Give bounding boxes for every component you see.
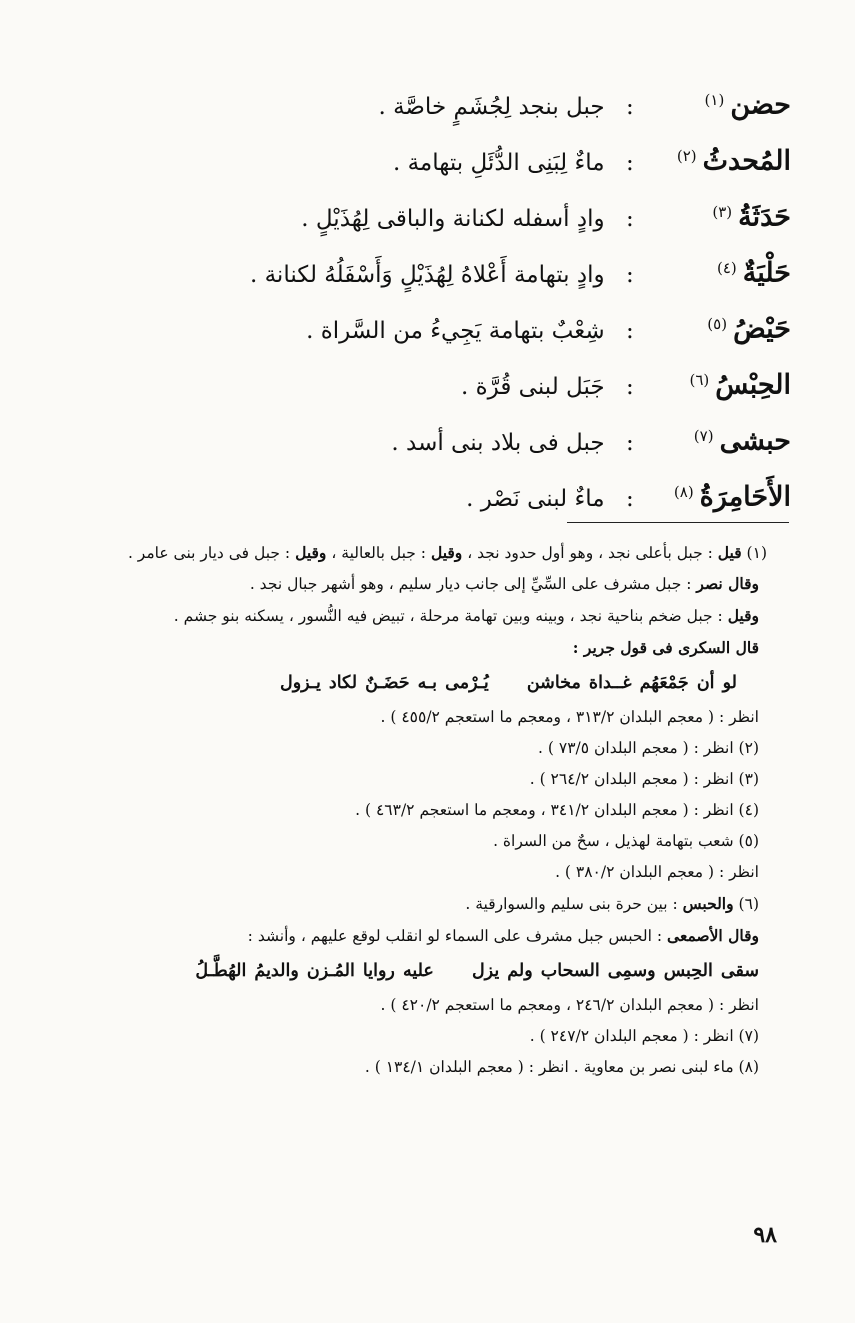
footnote-8: (٨) ماء لبنى نصر بن معاوية . انظر : ( معجم البلدان ١٣٤/١ ) . [364, 1058, 759, 1076]
verse [69, 664, 759, 702]
entry-colon: : [625, 205, 634, 232]
entry-row [91, 464, 791, 520]
entry-row [91, 408, 791, 464]
footnote-line: وقيل : جبل ضخم بناحية نجد ، وبينه وبين تهامة مرحلة ، تبيض فيه النُّسور ، يسكنه بنو جشم . [173, 606, 759, 625]
entry-row [91, 184, 791, 240]
page-number: ٩٨ [753, 1222, 777, 1248]
entry-colon: : [625, 149, 634, 176]
entry-headword: حَدَثَةُ [738, 201, 791, 233]
verse-hemistich: عليه روايا المُـزن والديمُ الهُطَّـلُ [195, 961, 434, 981]
footnote-1: (١) قيل : جبل بأعلى نجد ، وهو أول حدود نجد ، وقيل : جبل بالعالية ، وقيل : جبل فى ديار بنى عامر . [127, 543, 767, 562]
footnote-ref: (٢) [676, 147, 697, 165]
verse-hemistich: سقى الحِبس وسمِى السحاب ولم يزل [471, 961, 759, 981]
footnotes [69, 538, 767, 1083]
entry-text: جبل بنجد لِجُشَمٍ خاصَّة . [378, 93, 605, 120]
entries-list [91, 72, 791, 520]
entry-headword: حَيْضُ [733, 313, 791, 345]
entry-colon: : [625, 373, 634, 400]
entry-headword: حضن [730, 89, 791, 121]
entry-headword: الأَحَامِرَةُ [699, 481, 791, 513]
footnote-ref: (١) [704, 91, 725, 109]
entry-text: جبل فى بلاد بنى أسد . [391, 429, 605, 456]
entry-text: ماءٌ لبنى نَصْر . [466, 485, 605, 512]
entry-text: شِعْبٌ بتهامة يَجِيءُ من السَّراة . [306, 317, 605, 344]
footnote-separator [567, 522, 789, 523]
footnote-2: (٢) انظر : ( معجم البلدان ٧٣/٥ ) . [538, 739, 759, 757]
footnote-ref: (٤) [716, 259, 737, 277]
entry-headword: المُحدثُ [702, 145, 791, 177]
entry-text: وادٍ أسفله لكنانة والباقى لِهُذَيْلٍ . [301, 205, 605, 232]
footnote-3: (٣) انظر : ( معجم البلدان ٢٦٤/٢ ) . [529, 770, 759, 788]
entry-colon: : [625, 261, 634, 288]
entry-headword: الحِبْسُ [715, 369, 791, 401]
entry-row [91, 72, 791, 128]
footnote-line: انظر : ( معجم البلدان ٢٤٦/٢ ، ومعجم ما استعجم ٤٢٠/٢ ) . [380, 996, 759, 1014]
entry-colon: : [625, 93, 634, 120]
footnote-7: (٧) انظر : ( معجم البلدان ٢٤٧/٢ ) . [529, 1027, 759, 1045]
entry-colon: : [625, 485, 634, 512]
entry-row [91, 352, 791, 408]
verse-hemistich: لو أن جَمْعَهُم غــداة مخاشن [526, 673, 737, 693]
footnote-ref: (٧) [693, 427, 714, 445]
footnote-line: قال السكرى فى قول جرير : [572, 638, 759, 657]
verse-hemistich: يُـرْمى بـه حَضَـنٌ لكاد يـزول [280, 673, 489, 693]
entry-text: جَبَل لبنى قُرَّة . [461, 373, 605, 400]
entry-headword: حَلْيَةٌ [742, 257, 791, 289]
footnote-line: وقال الأصمعى : الحبس جبل مشرف على السماء لو انقلب لوقع عليهم ، وأنشد : [247, 926, 759, 945]
entry-headword: حبشى [719, 425, 791, 457]
footnote-ref: (٣) [712, 203, 733, 221]
footnote-6: (٦) والحبس : بين حرة بنى سليم والسوارقية . [465, 894, 759, 913]
footnote-ref: (٥) [707, 315, 728, 333]
entry-colon: : [625, 317, 634, 344]
entry-row [91, 296, 791, 352]
footnote-line: انظر : ( معجم البلدان ٣٨٠/٢ ) . [555, 863, 759, 881]
footnote-4: (٤) انظر : ( معجم البلدان ٣٤١/٢ ، ومعجم ما استعجم ٤٦٣/٢ ) . [355, 801, 759, 819]
footnote-line: انظر : ( معجم البلدان ٣١٣/٢ ، ومعجم ما استعجم ٤٥٥/٢ ) . [380, 708, 759, 726]
entry-text: وادٍ بتهامة أَعْلاهُ لِهُذَيْلٍ وَأَسْفَلُهُ لكنانة . [249, 261, 605, 288]
footnote-ref: (٦) [689, 371, 710, 389]
entry-row [91, 240, 791, 296]
footnote-ref: (٨) [673, 483, 694, 501]
entry-text: ماءٌ لِبَنِى الدُّئَلِ بتهامة . [392, 149, 605, 176]
footnote-5: (٥) شعب بتهامة لهذيل ، سحٌ من السراة . [493, 832, 759, 850]
entry-row [91, 128, 791, 184]
footnote-line: وقال نصر : جبل مشرف على السِّيِّ إلى جانب ديار سليم ، وهو أشهر جبال نجد . [249, 574, 759, 593]
verse [69, 952, 759, 990]
entry-colon: : [625, 429, 634, 456]
